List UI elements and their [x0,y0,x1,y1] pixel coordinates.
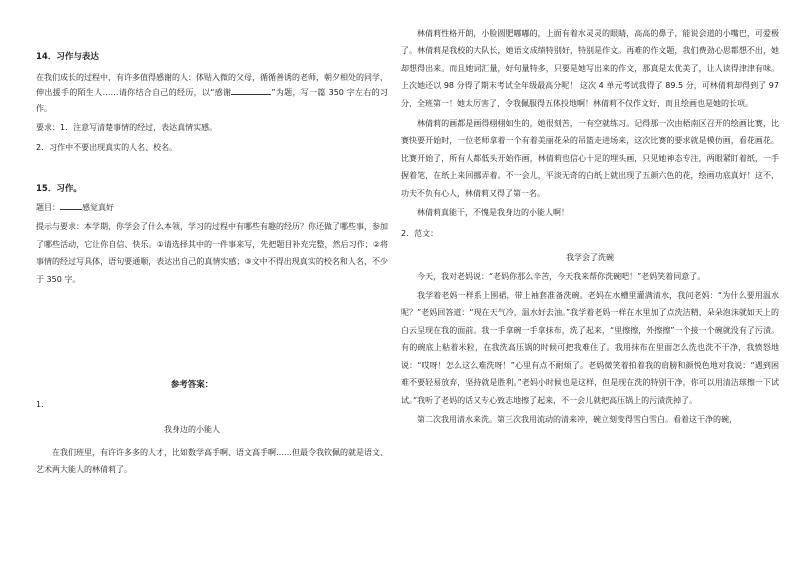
essay-1-title: 我身边的小能人 [164,425,220,435]
question-14-title: 14．习作与表达 [36,52,99,62]
essay-2-paragraph-2: 我学着老妈一样系上围裙，带上袖套准备洗碗。老妈在水槽里灌满清水，我问老妈：“为什么要用温水呢？”老妈回答道：“现在天气冷，温水好去油。”我学着老妈一样在水里加了点洗洁精，朵朵泡沫就如天上的白云呈现在我的面前。我一手拿碗一手拿抹布，洗了起来，“里擦擦，外擦擦”一个接一个碗就没有了污渍。有的碗底上粘着米粒，在我洗高压锅的时候可把我难住了。我用抹布在里面怎么洗也洗不干净，我愤怒地说：“哎呀！怎么这么难洗呀！”心里有点不耐烦了。老妈微笑着拍着我的肩膀和颜悦色地对我说：“遇到困难不要轻易放弃，坚持就是胜利。”老妈小时候也是这样，但是现在洗的特别干净，你可以用清洁球擦一下试试。”我听了老妈的话又专心致志地擦了起来，不一会儿就把高压锅上的污渍洗掉了。 [401,291,779,405]
essay-2-paragraph-1: 今天，我对老妈说：“老妈你那么辛苦，今天我来帮你洗碗吧！”老妈笑着同意了。 [417,271,706,281]
answer-key-title: 参考答案： [170,380,214,391]
essay-1-paragraph-4: 林倩莉真能干，不愧是我身边的小能人啊！ [417,208,569,218]
question-15-topic: 题目： 感觉真好 [36,200,388,216]
essay-1-paragraph-2: 林倩莉性格开朗，小脸圆肥嘟嘟的，上面有着水灵灵的眼睛，高高的鼻子，能说会道的小嘴巴，可爱极了。林倩莉是我校的大队长，她语文成绩特别好，特别是作文。再难的作文题，我们费劲心思都想不出，她却想得出来。而且她词汇量，好句量特多，只要是她写出来的作文，那真是太优美了，让人读得津津有味。 上次她还以 98 分得了期末考试全年级最高分呢！ 这次 4 单元考试我得了 89.5 分，可林倩莉却得到了 97 分，全班第一！她太厉害了，令我佩服得五体投地啊！林倩莉不仅作文好，而且绘画也是她的长项。 [401,29,779,108]
essay-1-paragraph-1: 在我们班里，有许许多多的人才，比如数学高手啊、语文高手啊……但最令我钦佩的就是语文、艺术两大能人的林倩莉了。 [36,447,388,474]
left-column [36,0,388,478]
essay-1-paragraph-3: 林倩莉的画都是画得栩栩如生的，她很刻苦，一有空就练习。记得那一次由梧南区召开的绘画比赛，比赛快要开始时，一位老师拿着一个有着美丽花朵的吊篮走进场来，这次比赛的要求就是模仿画，看花画花。比赛开始了，所有人都低头开始作画，林倩莉也信心十足的埋头画，只见她神态专注，两眼紧盯着纸，一手握着笔，在纸上来回挪弄着。不一会儿，平淡无奇的白纸上就出现了五颜六色的花，绘画功底真好！这不，功夫不负有心人，林倩莉又得了第一名。 [401,119,779,198]
essay-2-title: 我学会了洗碗 [566,253,614,263]
blank-line [231,85,271,95]
question-15-title: 15．习作。 [36,184,82,194]
right-column [401,0,779,427]
answer-2-label: 2．范文： [401,228,439,238]
answer-number: 1． [36,399,50,409]
essay-2-paragraph-3: 第二次我用清水来洗。第三次我用流动的清来冲，碗立刻变得雪白雪白。看着这干净的碗， [417,414,737,424]
question-14-requirement-2: 2．习作中不要出现真实的人名、校名。 [36,142,178,152]
question-15-prompt: 提示与要求：本学期，你学会了什么本领，学习的过程中有哪些有趣的经历？你还做了哪些事，参加了哪些活动，它让你自信、快乐。①请选择其中的一件事来写，先把题目补充完整，然后习作；②将事情的经过写具体，语句要通顺，表达出自己的真情实感；③文中不得出现真实的校名和人名，不少于 350 字。 [36,222,388,284]
question-14-body: 在我们成长的过程中，有许多值得感谢的人：体贴入微的父母，循循善诱的老师，朝夕相处的同学，伸出援手的陌生人……请你结合自己的经历，以“感谢 ”为题，写一篇 350 字左右的习作。 [36,72,388,113]
blank-line [60,200,82,210]
question-14-requirement-1: 要求：1．注意写清楚事情的经过，表达真情实感。 [36,123,218,132]
